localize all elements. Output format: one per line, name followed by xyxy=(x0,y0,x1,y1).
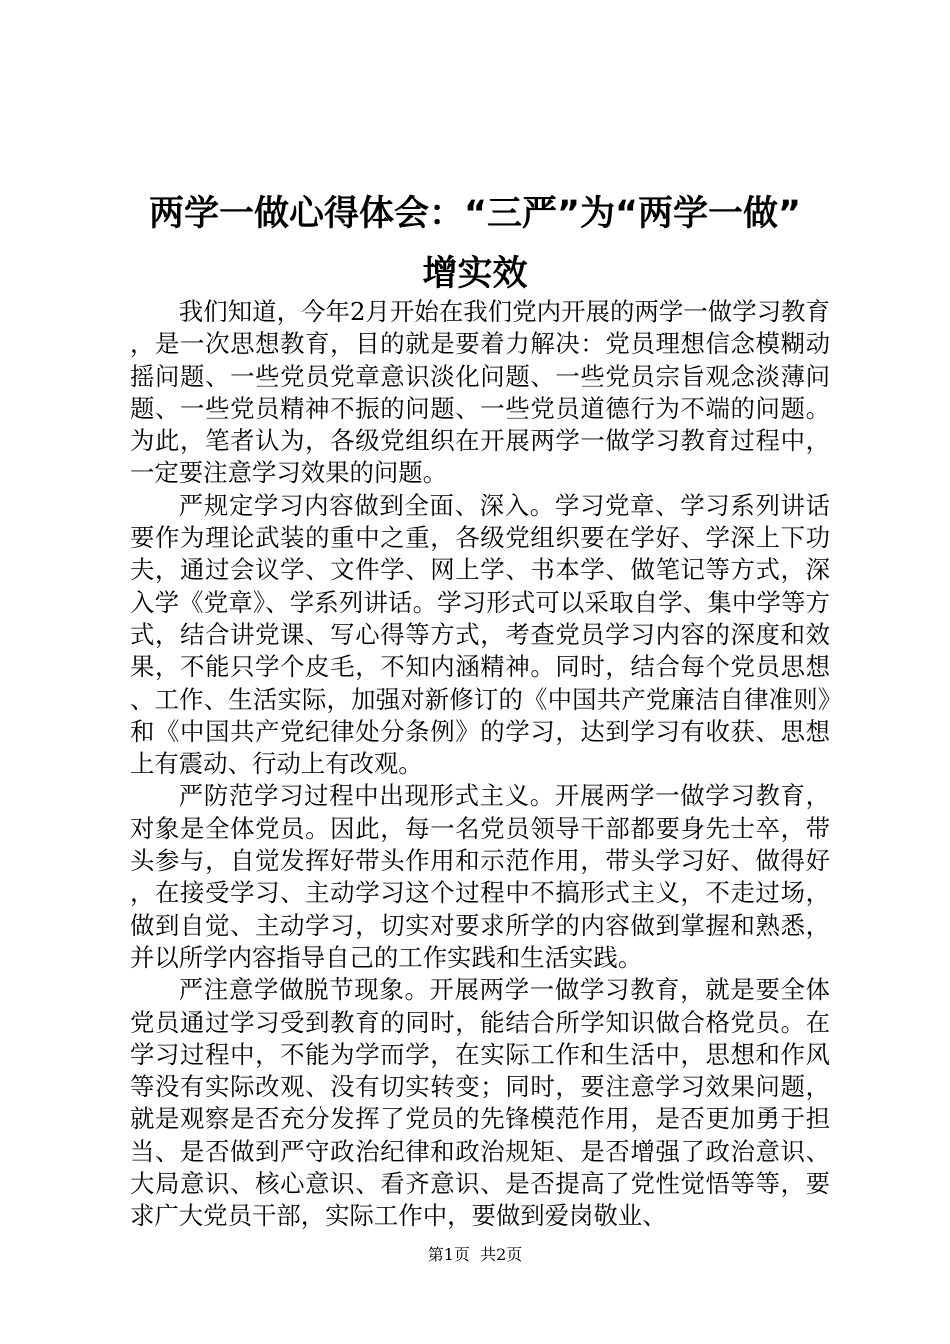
paragraph-4: 严注意学做脱节现象。开展两学一做学习教育，就是要全体党员通过学习受到教育的同时，能结合所学知识做合格党员。在学习过程中，不能为学而学，在实际工作和生活中，思想和作风等没有实际改观、没有切实转变；同时，要注意学习效果问题，就是观察是否充分发挥了党员的先锋模范作用，是否更加勇于担当、是否做到严守政治纪律和政治规矩、是否增强了政治意识、大局意识、核心意识、看齐意识、是否提高了党性觉悟等等，要求广大党员干部，实际工作中，要做到爱岗敬业、 xyxy=(130,975,830,1231)
paragraph-2: 严规定学习内容做到全面、深入。学习党章、学习系列讲话要作为理论武装的重中之重，各级党组织要在学好、学深上下功夫，通过会议学、文件学、网上学、书本学、做笔记等方式，深入学《党章》、学系列讲话。学习形式可以采取自学、集中学等方式，结合讲党课、写心得等方式，考查党员学习内容的深度和效果，不能只学个皮毛，不知内涵精神。同时，结合每个党员思想、工作、生活实际，加强对新修订的《中国共产党廉洁自律准则》和《中国共产党纪律处分条例》的学习，达到学习有收获、思想上有震动、行动上有改观。 xyxy=(130,490,830,779)
title-line-1: 两学一做心得体会：“三严”为“两学一做” xyxy=(148,194,801,234)
page-number-footer: 第1页 共2页 xyxy=(427,1245,523,1264)
paragraph-1: 我们知道，今年2月开始在我们党内开展的两学一做学习教育，是一次思想教育，目的就是要着力解决：党员理想信念模糊动摇问题、一些党员党章意识淡化问题、一些党员宗旨观念淡薄问题、一些党员精神不振的问题、一些党员道德行为不端的问题。为此，笔者认为，各级党组织在开展两学一做学习教育过程中，一定要注意学习效果的问题。 xyxy=(130,297,830,488)
paragraph-3: 严防范学习过程中出现形式主义。开展两学一做学习教育，对象是全体党员。因此，每一名党员领导干部都要身先士卒，带头参与，自觉发挥好带头作用和示范作用，带头学习好、做得好，在接受学习、主动学习这个过程中不搞形式主义，不走过场，做到自觉、主动学习，切实对要求所学的内容做到掌握和熟悉，并以所学内容指导自己的工作实践和生活实践。 xyxy=(130,781,830,972)
title-line-2: 增实效 xyxy=(422,254,528,294)
document-body xyxy=(130,296,830,1233)
document-title xyxy=(0,184,950,304)
